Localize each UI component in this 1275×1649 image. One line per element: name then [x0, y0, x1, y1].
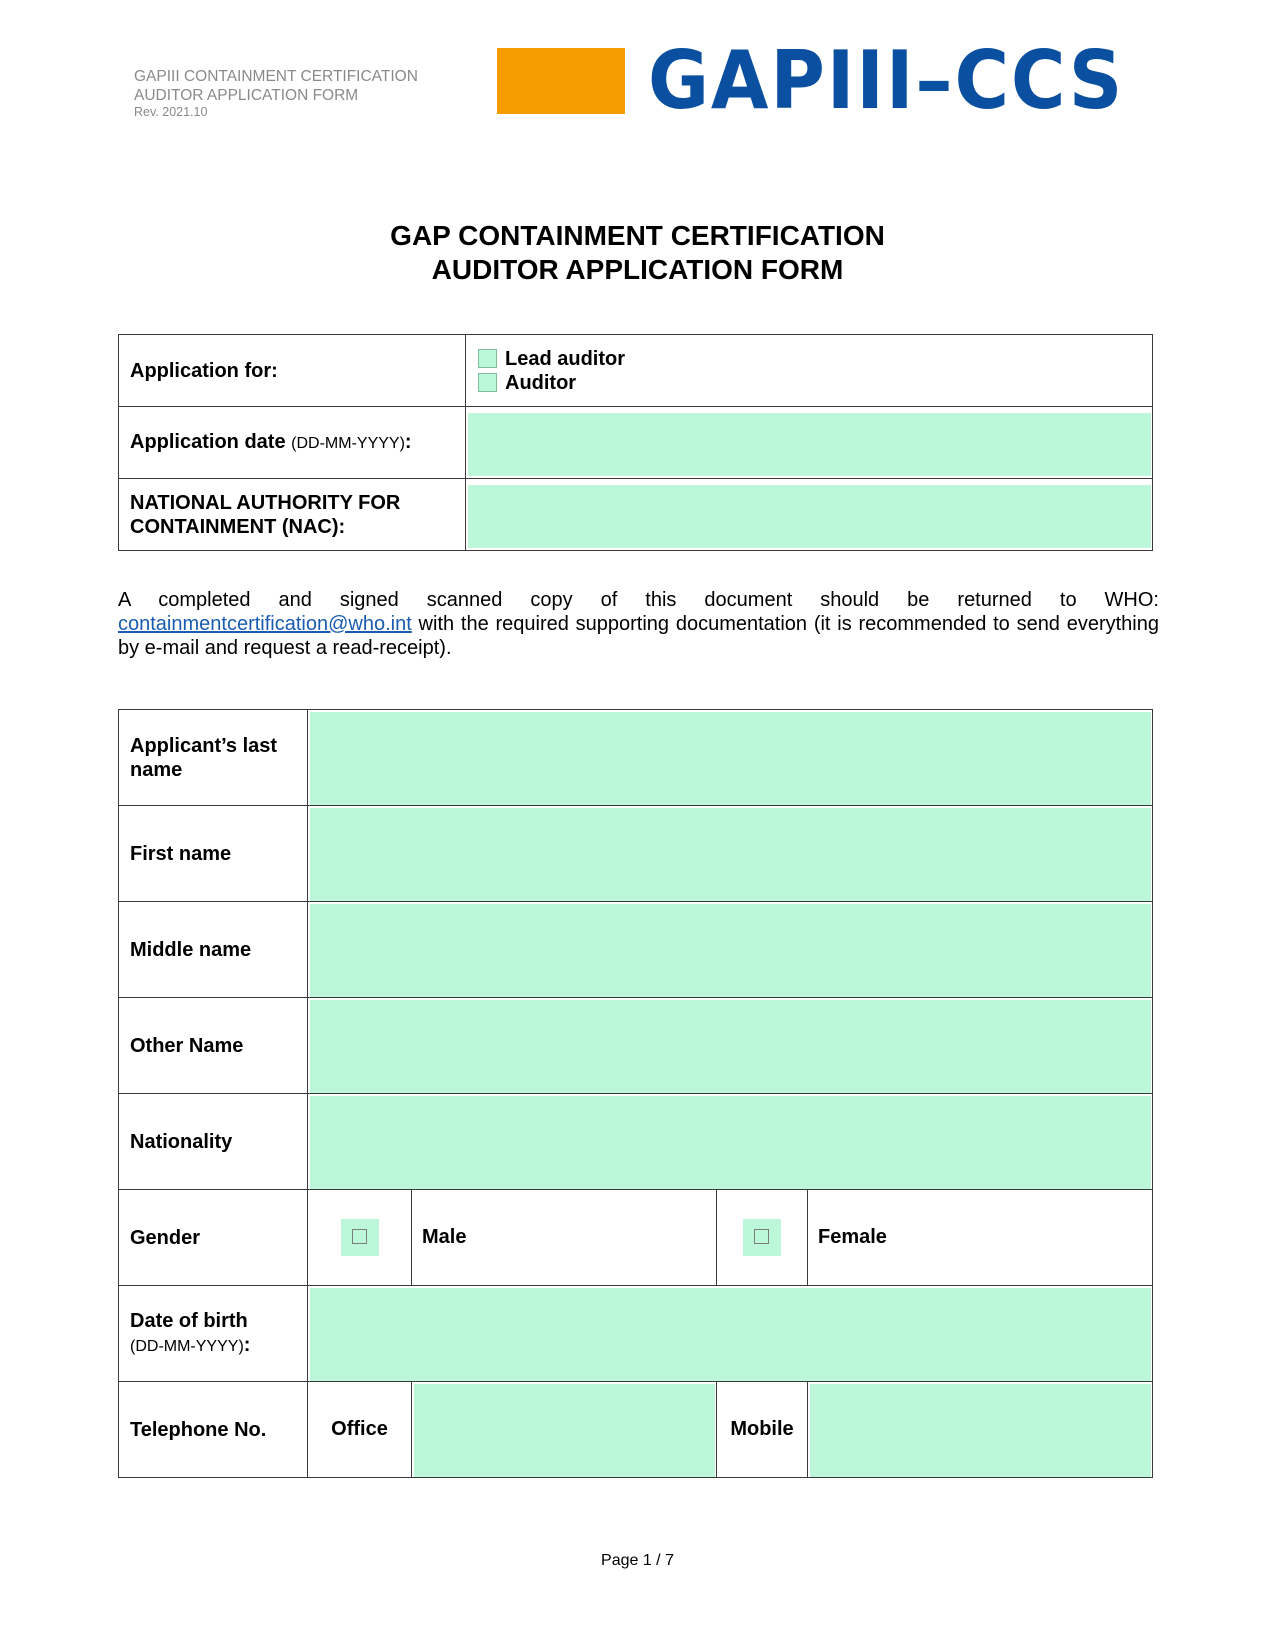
telephone-label: Telephone No. [119, 1382, 308, 1478]
checkbox-icon[interactable] [341, 1219, 379, 1256]
logo-orange-block [497, 48, 625, 114]
gender-female-label: Female [808, 1190, 1153, 1286]
checkbox-icon[interactable] [478, 349, 497, 368]
email-link[interactable]: containmentcertification@who.int [118, 613, 412, 635]
gender-label: Gender [119, 1190, 308, 1286]
option-auditor-label: Auditor [505, 371, 577, 394]
checkbox-icon[interactable] [743, 1219, 781, 1256]
first-name-label: First name [119, 806, 308, 902]
nationality-label: Nationality [119, 1094, 308, 1190]
checkbox-icon[interactable] [478, 373, 497, 392]
other-name-label: Other Name [119, 998, 308, 1094]
logo-wordmark: GAPIII–CCS [648, 34, 1125, 127]
application-date-field[interactable] [466, 407, 1153, 479]
dob-field[interactable] [308, 1286, 1153, 1382]
first-name-field[interactable] [308, 806, 1153, 902]
header-line-1: GAPIII CONTAINMENT CERTIFICATION [134, 68, 418, 85]
application-for-options [466, 335, 1153, 407]
office-label: Office [308, 1382, 412, 1478]
middle-name-label: Middle name [119, 902, 308, 998]
application-table [118, 334, 1153, 551]
nac-label: NATIONAL AUTHORITY FOR CONTAINMENT (NAC): [119, 479, 466, 551]
header-line-2: AUDITOR APPLICATION FORM [134, 87, 359, 104]
nationality-field[interactable] [308, 1094, 1153, 1190]
last-name-label: Applicant’s last name [119, 710, 308, 806]
option-lead-auditor[interactable] [466, 347, 1152, 371]
mobile-phone-field[interactable] [808, 1382, 1153, 1478]
mobile-label: Mobile [717, 1382, 808, 1478]
application-date-label: Application date (DD-MM-YYYY): [119, 407, 466, 479]
title-line-1: GAP CONTAINMENT CERTIFICATION [390, 220, 885, 251]
document-header [134, 67, 418, 120]
gender-male-cell [308, 1190, 412, 1286]
applicant-table [118, 709, 1153, 1478]
application-for-label: Application for: [119, 335, 466, 407]
other-name-field[interactable] [308, 998, 1153, 1094]
middle-name-field[interactable] [308, 902, 1153, 998]
page-number: Page 1 / 7 [601, 1552, 674, 1569]
dob-label: Date of birth (DD-MM-YYYY): [119, 1286, 308, 1382]
gender-male-label: Male [412, 1190, 717, 1286]
option-auditor[interactable] [466, 371, 1152, 395]
header-revision: Rev. 2021.10 [134, 105, 208, 119]
page-title [0, 219, 1275, 287]
gender-female-cell [717, 1190, 808, 1286]
office-phone-field[interactable] [412, 1382, 717, 1478]
nac-field[interactable] [466, 479, 1153, 551]
title-line-2: AUDITOR APPLICATION FORM [431, 254, 844, 285]
instructions-paragraph: A completed and signed scanned copy of this document should be returned to WHO: containmentcertification@who.int with the required supporting documentation (it is recommended to send everything by e-mail and request a read-receipt). [118, 589, 1159, 659]
option-lead-auditor-label: Lead auditor [505, 347, 626, 370]
last-name-field[interactable] [308, 710, 1153, 806]
